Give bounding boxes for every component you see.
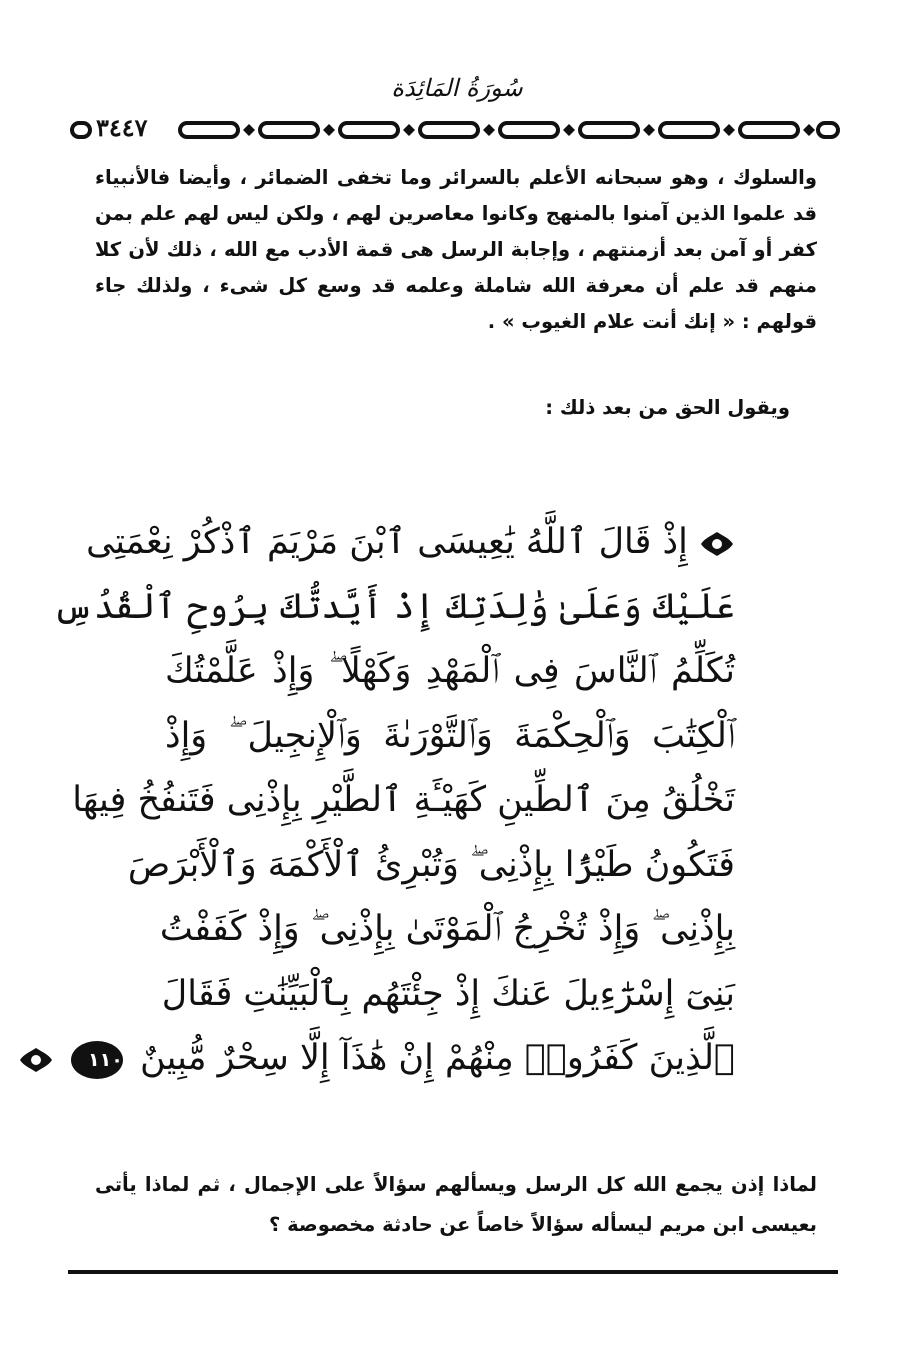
verse-line: تُكَلِّمُ ٱلنَّاسَ فِى ٱلْمَهْدِ وَكَهْلًا ۖ وَإِذْ عَلَّمْتُكَ [165,651,735,691]
verse-line: تَخْلُقُ مِنَ ٱلطِّينِ كَهَيْـَٔةِ ٱلطَّيْرِ بِإِذْنِى فَتَنفُخُ فِيهَا [72,780,735,820]
verse-line-text: إِذْ قَالَ ٱللَّهُ يَٰعِيسَى ٱبْنَ مَرْيَمَ ٱذْكُرْ نِعْمَتِى [86,522,688,562]
ornamental-border [70,115,840,145]
verse-line: بَنِىٓ إِسْرَٰٓءِيلَ عَنكَ إِذْ جِئْتَهُم بِٱلْبَيِّنَٰتِ فَقَالَ [161,973,735,1014]
quran-verse [53,510,735,1091]
verse-line: فَتَكُونُ طَيْرًۢا بِإِذْنِى ۖ وَتُبْرِئُ ٱلْأَكْمَهَ وَٱلْأَبْرَصَ [127,844,735,885]
verse-end-ornament-icon [18,1046,54,1074]
verse-line [88,1026,735,1091]
question-paragraph: لماذا إذن يجمع الله كل الرسل ويسألهم سؤالاً على الإجمال ، ثم لماذا يأتى بعيسى ابن مريم ليسأله سؤالاً خاصاً عن حادثة مخصوصة ؟ [95,1173,817,1236]
verse-line: ٱلْكِتَٰبَ وَٱلْحِكْمَةَ وَٱلتَّوْرَىٰةَ وَٱلْإِنجِيلَ ۖ وَإِذْ [165,715,735,756]
verse-start-ornament-icon [699,530,735,558]
commentary-paragraph: والسلوك ، وهو سبحانه الأعلم بالسرائر وما تخفى الضمائر ، وأيضا فالأنبياء قد علموا الذين آمنوا بالمنهج وكانوا معاصرين لهم ، ولكن ليس لهم علم بمن كفر أو آمن بعد أزمنتهم ، وإجابة الرسل هى قمة الأدب مع الله ، ذلك لأن كلا منهم قد علم أن معرفة الله شاملة وعلمه قد وسع كل شىء ، ولذلك جاء قولهم : « إنك أنت علام الغيوب » . [95,166,817,333]
surah-title: سُورَةُ المَائِدَة [391,74,523,102]
verse-line-text: ٱلَّذِينَ كَفَرُوا۟ مِنْهُمْ إِنْ هَٰذَآ إِلَّا سِحْرٌ مُّبِينٌ [139,1038,735,1078]
verse-line [86,510,735,575]
ayah-number-marker: ١١٠ [71,1041,123,1079]
footer-divider [68,1270,838,1274]
page-number: ٣٤٤٧ [92,112,152,144]
verse-line: بِإِذْنِى ۖ وَإِذْ تُخْرِجُ ٱلْمَوْتَىٰ بِإِذْنِى ۖ وَإِذْ كَفَفْتُ [159,909,735,949]
verse-introduction: ويقول الحق من بعد ذلك : [545,396,790,419]
verse-line: عَلَيْكَ وَعَلَىٰ وَٰلِدَتِكَ إِذْ أَيَّدتُّكَ بِرُوحِ ٱلْقُدُسِ [53,586,735,627]
